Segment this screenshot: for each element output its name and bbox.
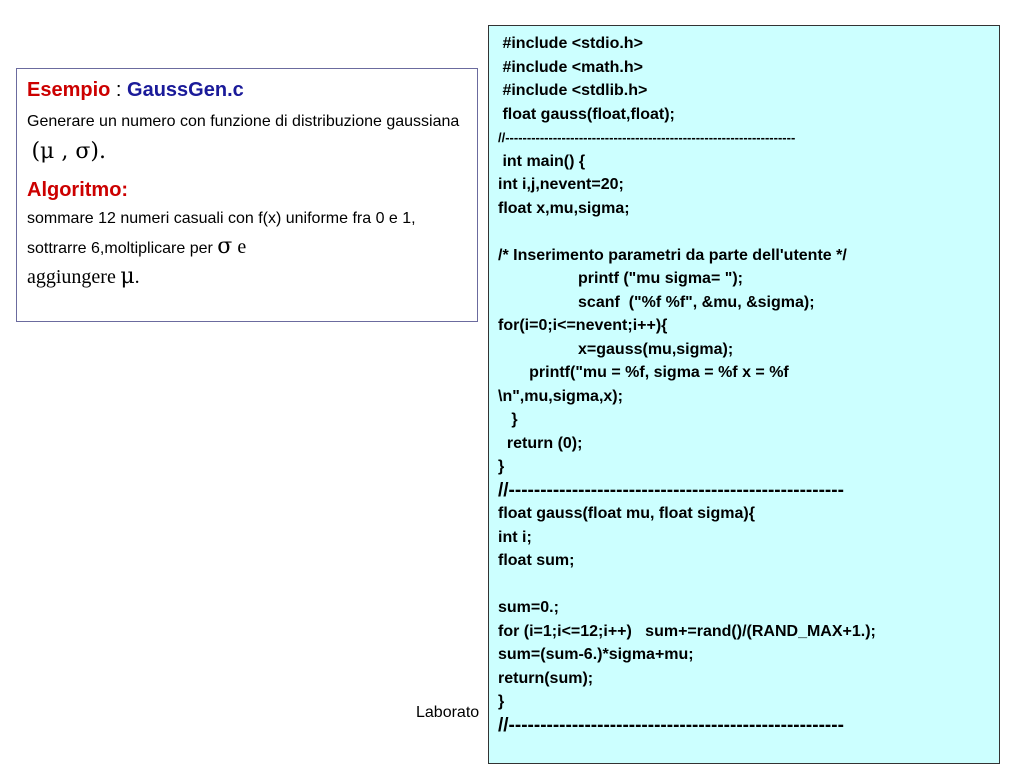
mu-symbol: μ [40, 139, 55, 164]
code-separator: //----------------------------------------------------- [498, 714, 844, 736]
algorithm-body: sommare 12 numeri casuali con f(x) uniforme fra 0 e 1, sottrarre 6,moltiplicare per [27, 210, 416, 257]
mu-symbol-algo: μ [120, 264, 135, 289]
sigma-symbol: σ [75, 139, 91, 164]
code-line: \n",mu,sigma,x); [498, 387, 623, 405]
example-title [27, 77, 467, 103]
algo-end: . [134, 266, 140, 288]
code-line: #include <stdio.h> [498, 35, 643, 52]
code-line: sum=(sum-6.)*sigma+mu; [498, 646, 694, 663]
code-line: float sum; [498, 552, 575, 569]
code-line: int i; [498, 528, 532, 546]
footer-text: Laborato [416, 704, 480, 721]
code-listing [488, 25, 1000, 764]
code-line: x=gauss(mu,sigma); [498, 340, 734, 358]
code-line: #include <math.h> [498, 58, 643, 76]
code-separator: //----------------------------------------------------- [498, 479, 844, 501]
code-line: printf ("mu sigma= "); [498, 270, 743, 287]
code-line: return (0); [498, 434, 583, 452]
sigma-symbol-algo: σ [217, 234, 233, 259]
params-close: ). [90, 139, 106, 164]
code-line: float x,mu,sigma; [498, 199, 630, 217]
algo-add: aggiungere [27, 266, 116, 288]
algo-e: e [232, 236, 247, 258]
code-line [498, 573, 999, 597]
algorithm-text [27, 205, 467, 293]
code-line: for (i=1;i<=12;i++) sum+=rand()/(RAND_MAX+1.); [498, 622, 876, 640]
code-line: } [498, 693, 505, 710]
code-line: sum=0.; [498, 599, 559, 616]
code-line [498, 220, 999, 244]
params-open: ( [31, 139, 41, 164]
code-line: printf("mu = %f, sigma = %f x = %f [498, 364, 789, 381]
code-line: return(sum); [498, 669, 594, 687]
code-comment: /* Inserimento parametri da parte dell'utente */ [498, 246, 847, 264]
example-box [16, 68, 478, 322]
code-line: } [498, 411, 518, 428]
description [27, 107, 467, 169]
code-line: #include <stdlib.h> [498, 82, 648, 99]
code-line: scanf ("%f %f", &mu, &sigma); [498, 293, 815, 311]
title-separator: : [110, 79, 128, 101]
description-text: Generare un numero con funzione di distribuzione gaussiana [27, 113, 460, 130]
code-separator: //------------------------------------------------------------------- [498, 130, 796, 145]
code-line: for(i=0;i<=nevent;i++){ [498, 317, 668, 334]
code-line: int i,j,nevent=20; [498, 176, 624, 193]
code-line: float gauss(float,float); [498, 105, 675, 123]
code-line: float gauss(float mu, float sigma){ [498, 505, 755, 522]
example-label: Esempio [27, 79, 111, 101]
algorithm-title: Algoritmo: [27, 179, 129, 201]
file-name: GaussGen.c [127, 79, 244, 101]
params-comma: , [54, 139, 76, 164]
code-line: int main() { [498, 152, 586, 170]
code-line: } [498, 458, 505, 475]
